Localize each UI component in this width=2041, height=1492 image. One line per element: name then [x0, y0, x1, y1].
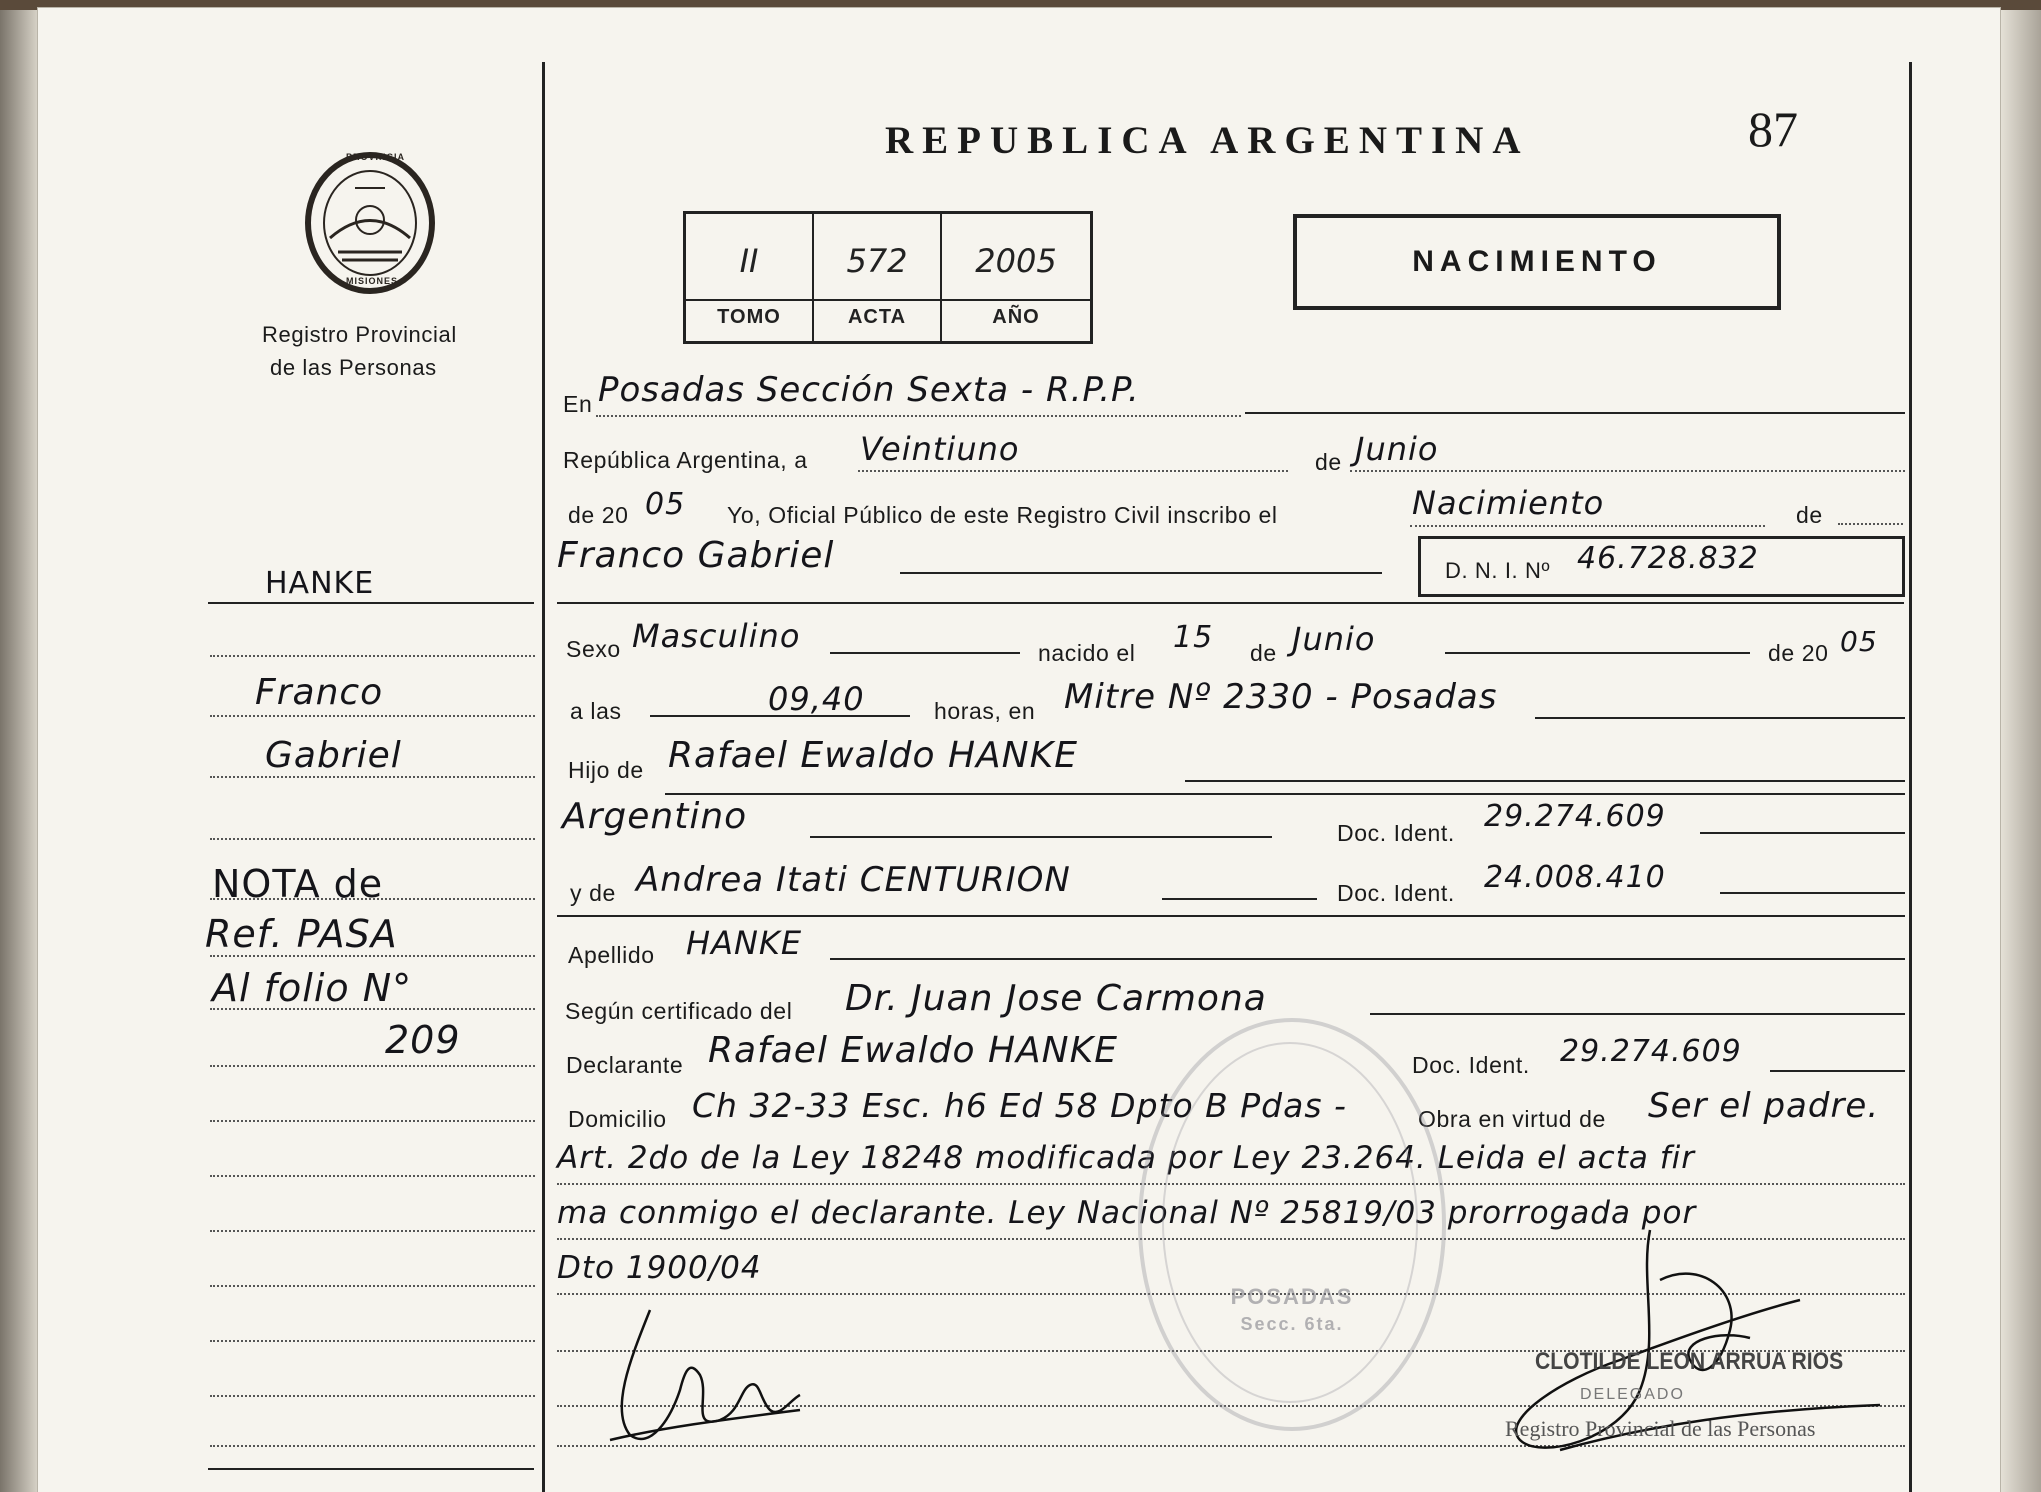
- margin-dots-6: [210, 955, 535, 957]
- label-segun: Según certificado del: [565, 998, 793, 1024]
- anio-caption: AÑO: [992, 306, 1040, 328]
- record-type-label: NACIMIENTO: [1412, 245, 1662, 278]
- value-mes: Junio: [1355, 430, 1439, 468]
- free-text-line-1: Art. 2do de la Ley 18248 modificada por Ley 23.264. Leida el acta fir: [557, 1140, 1695, 1176]
- margin-bottom-rule: [208, 1468, 534, 1470]
- value-acto: Nacimiento: [1412, 484, 1605, 522]
- margin-dots-11: [210, 1230, 535, 1232]
- label-apellido: Apellido: [568, 942, 655, 968]
- tomo-value: II: [739, 242, 759, 280]
- label-de-2: de: [1796, 502, 1823, 528]
- line-9-rule-b: [1720, 892, 1905, 894]
- label-nacido: nacido el: [1038, 640, 1136, 666]
- line-5-rule-b: [1445, 652, 1750, 654]
- margin-note-3: Al folio N°: [212, 966, 413, 1010]
- line-8-rule: [810, 836, 1272, 838]
- value-domicilio: Ch 32-33 Esc. h6 Ed 58 Dpto B Pdas -: [692, 1086, 1347, 1125]
- label-horas-en: horas, en: [934, 698, 1036, 724]
- line-1-dots: [596, 415, 1241, 417]
- line-11-rule: [1370, 1013, 1905, 1015]
- line-9-under: [557, 915, 1905, 917]
- value-sexo: Masculino: [632, 617, 801, 655]
- label-doc-ident-1: Doc. Ident.: [1337, 820, 1455, 846]
- margin-dots-12: [210, 1285, 535, 1287]
- line-7-rule: [1185, 780, 1905, 782]
- label-en: En: [563, 391, 593, 417]
- value-dia: Veintiuno: [860, 430, 1020, 468]
- margin-note-1: NOTA de: [212, 862, 384, 906]
- seal-bottom-text: MISIONES: [346, 276, 399, 286]
- label-obra: Obra en virtud de: [1418, 1106, 1606, 1132]
- margin-dots-13: [210, 1340, 535, 1342]
- left-binding: [0, 10, 38, 1492]
- official-stamp: [1138, 1018, 1446, 1431]
- value-apellido: HANKE: [686, 924, 803, 962]
- value-declarante: Rafael Ewaldo HANKE: [708, 1030, 1118, 1071]
- line-7-under: [665, 793, 1905, 795]
- line-12-rule: [1770, 1070, 1905, 1072]
- label-de-1: de: [1315, 449, 1342, 475]
- line-4-full-rule: [557, 602, 1904, 604]
- acta-cell: [814, 214, 942, 341]
- value-padre: Rafael Ewaldo HANKE: [668, 735, 1078, 776]
- official-organization: Registro Provincial de las Personas: [1505, 1416, 1816, 1441]
- margin-note-4: 209: [385, 1018, 461, 1062]
- free-text-line-2: ma conmigo el declarante. Ley Nacional Nº 25819/03 prorrogada por: [557, 1195, 1697, 1231]
- margin-dots-10: [210, 1175, 535, 1177]
- line-8-rule-b: [1700, 832, 1905, 834]
- margin-dots-14: [210, 1395, 535, 1397]
- line-10-rule: [830, 958, 1905, 960]
- line-4-rule: [900, 572, 1382, 574]
- value-anio: 05: [645, 487, 686, 522]
- line-2-dots-b: [1350, 470, 1905, 472]
- margin-given-2: Gabriel: [265, 735, 402, 776]
- acta-value: 572: [846, 242, 908, 280]
- value-nac-dia: 15: [1173, 620, 1214, 655]
- line-3-dots: [1410, 525, 1765, 527]
- margin-dots-15: [210, 1445, 535, 1447]
- margin-dots-5: [210, 898, 535, 900]
- label-y-de: y de: [570, 880, 616, 906]
- line-5-rule-a: [830, 652, 1020, 654]
- label-declarante: Declarante: [566, 1052, 684, 1078]
- label-dni: D. N. I. Nº: [1445, 558, 1551, 583]
- stamp-inner-ring: [1162, 1042, 1418, 1403]
- label-de-20b: de 20: [1768, 640, 1829, 666]
- value-hora: 09,40: [768, 680, 865, 718]
- margin-surname: HANKE: [265, 566, 375, 601]
- line-6-rule-b: [1535, 717, 1905, 719]
- label-doc-ident-2: Doc. Ident.: [1337, 880, 1455, 906]
- free-text-line-3: Dto 1900/04: [557, 1250, 762, 1286]
- country-title: REPUBLICA ARGENTINA: [885, 119, 1530, 162]
- margin-dots-1: [210, 655, 535, 657]
- official-name: CLOTILDE LEON ARRUA RIOS: [1535, 1348, 1844, 1375]
- label-a-las: a las: [570, 698, 622, 724]
- label-de-20: de 20: [568, 502, 629, 528]
- provincial-seal: [300, 148, 440, 303]
- margin-dots-8: [210, 1065, 535, 1067]
- line-3-dots-end: [1838, 523, 1903, 525]
- label-de-3: de: [1250, 640, 1277, 666]
- seal-top-text: PROVINCIA: [346, 152, 406, 162]
- anio-cell: [942, 214, 1090, 341]
- value-nac-mes: Junio: [1292, 620, 1376, 658]
- label-hijo-de: Hijo de: [568, 757, 644, 783]
- label-domicilio: Domicilio: [568, 1106, 667, 1132]
- margin-note-2: Ref. PASA: [205, 912, 398, 956]
- right-page-edge: [2000, 10, 2041, 1492]
- label-doc-ident-3: Doc. Ident.: [1412, 1052, 1530, 1078]
- line-1-rule: [1245, 412, 1905, 414]
- official-title: DELEGADO: [1580, 1386, 1685, 1403]
- value-lugar: Posadas Sección Sexta - R.P.P.: [598, 370, 1140, 410]
- value-lugar-nac: Mitre Nº 2330 - Posadas: [1064, 677, 1498, 717]
- value-nacionalidad: Argentino: [562, 796, 748, 837]
- tomo-cell: [686, 214, 814, 341]
- line-2-dots-a: [858, 470, 1288, 472]
- margin-dots-7: [210, 1008, 535, 1010]
- value-nombre: Franco Gabriel: [557, 535, 835, 576]
- declarant-signature-icon: [590, 1300, 820, 1450]
- value-medico: Dr. Juan Jose Carmona: [845, 978, 1267, 1019]
- left-column-rule: [542, 62, 545, 1492]
- value-doc-padre: 29.274.609: [1484, 799, 1666, 834]
- label-sexo: Sexo: [566, 636, 621, 662]
- stamp-section: Secc. 6ta.: [1240, 1314, 1344, 1334]
- tomo-caption: TOMO: [717, 306, 781, 328]
- registry-line-2: de las Personas: [270, 355, 437, 380]
- value-doc-madre: 24.008.410: [1484, 860, 1666, 895]
- label-yo-oficial: Yo, Oficial Público de este Registro Civil inscribo el: [727, 502, 1278, 528]
- acta-caption: ACTA: [847, 306, 907, 328]
- right-column-rule: [1909, 62, 1912, 1492]
- stamp-city: POSADAS: [1230, 1284, 1354, 1309]
- anio-value: 2005: [975, 242, 1057, 280]
- record-type-box: [1293, 214, 1781, 310]
- record-number-box: [683, 211, 1093, 344]
- registry-line-1: Registro Provincial: [262, 322, 457, 347]
- line-9-rule: [1162, 898, 1317, 900]
- margin-dots-4: [210, 838, 535, 840]
- margin-given-1: Franco: [255, 672, 384, 713]
- margin-dots-9: [210, 1120, 535, 1122]
- value-madre: Andrea Itati CENTURION: [636, 860, 1071, 900]
- label-republica: República Argentina, a: [563, 447, 808, 473]
- page-number: 87: [1748, 101, 1798, 157]
- value-obra: Ser el padre.: [1648, 1086, 1880, 1126]
- margin-rule-1: [208, 602, 534, 604]
- dni-box: [1418, 536, 1905, 597]
- value-doc-declarante: 29.274.609: [1560, 1034, 1742, 1069]
- box-divider: [686, 299, 1090, 301]
- value-nac-anio: 05: [1840, 625, 1878, 658]
- value-dni: 46.728.832: [1577, 541, 1759, 576]
- margin-dots-2: [210, 715, 535, 717]
- margin-dots-3: [210, 776, 535, 778]
